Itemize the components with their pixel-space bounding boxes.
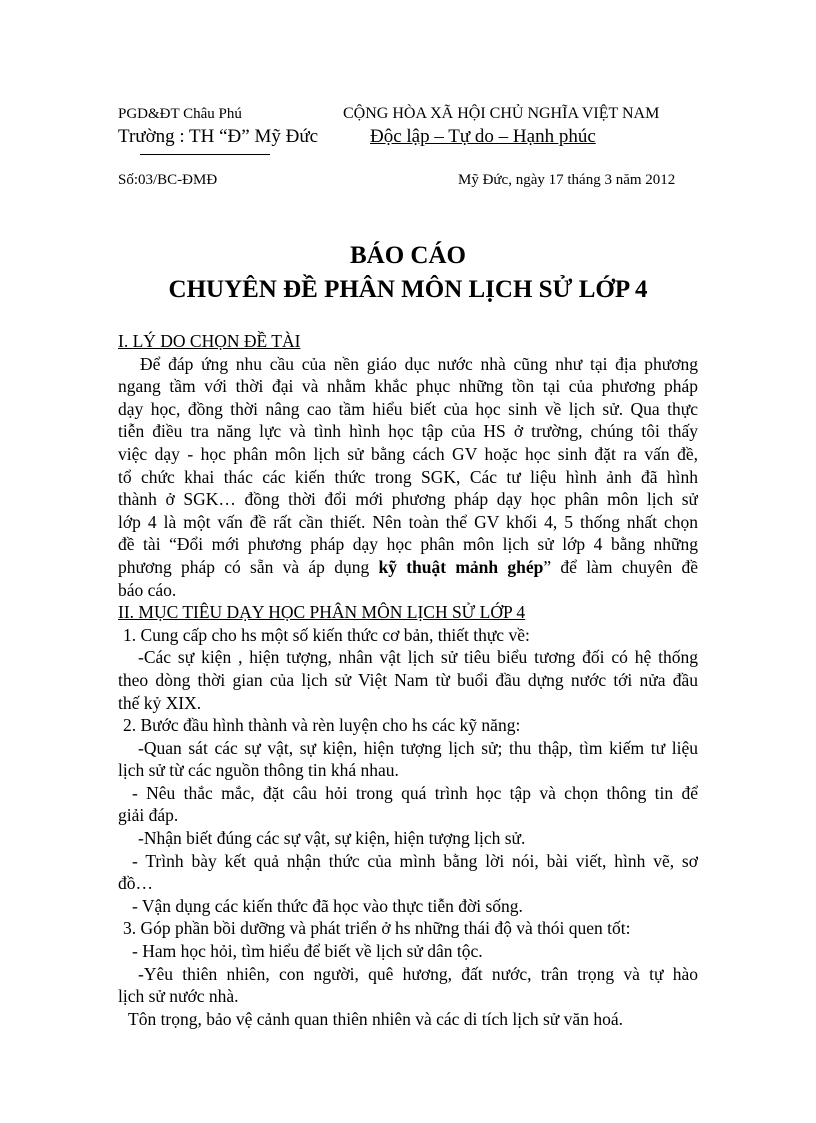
list-heading: 3. Góp phần bồi dưỡng và phát triển ở hs những thái độ và thói quen tốt: [123, 918, 631, 939]
list-item: - Trình bày kết quả nhận thức của mình bằng lời nói, bài viết, hình vẽ, sơ [132, 850, 698, 871]
paragraph-line: việc dạy - học phân môn lịch sử bằng cách GV hoặc học sinh đặt ra vấn đề, [118, 443, 698, 464]
list-item: -Các sự kiện , hiện tượng, nhân vật lịch sử tiêu biểu tương đối có hệ thống [138, 647, 698, 668]
report-subtitle: CHUYÊN ĐỀ PHÂN MÔN LỊCH SỬ LỚP 4 [168, 276, 648, 303]
list-heading: 1. Cung cấp cho hs một số kiến thức cơ bản, thiết thực về: [123, 624, 530, 645]
paragraph-line: dạy học, đồng thời nâng cao tầm hiểu biết của học sinh về lịch sử. Qua thực [118, 398, 698, 419]
paragraph-line-emphasis [118, 556, 698, 579]
list-item: theo dòng thời gian của lịch sử Việt Nam từ buổi đầu dựng nước tới nửa đầu [118, 669, 698, 690]
list-item: - Vận dụng các kiến thức đã học vào thực tiễn đời sống. [132, 895, 523, 916]
paragraph-line: thành ở SGK… đồng thời đổi mới phương pháp dạy học phân môn lịch sử [118, 489, 698, 510]
report-body [118, 330, 698, 1030]
paragraph-line: lớp 4 là một vấn đề rất cần thiết. Nên toàn thể GV khối 4, 5 thống nhất chọn [118, 511, 698, 532]
paragraph-line: tổ chức khai thác các kiến thức trong SGK, Các tư liệu hình ảnh đã hình [118, 466, 698, 487]
national-motto: Độc lập – Tự do – Hạnh phúc [370, 126, 596, 147]
list-item: - Ham học hỏi, tìm hiểu để biết về lịch sử dân tộc. [132, 941, 483, 962]
list-item: giải đáp. [118, 805, 179, 826]
department-name: PGD&ĐT Châu Phú [118, 106, 242, 122]
list-heading: 2. Bước đầu hình thành và rèn luyện cho hs các kỹ năng: [123, 715, 521, 736]
paragraph-line: đề tài “Đổi mới phương pháp dạy học phân môn lịch sử lớp 4 bằng những [118, 534, 698, 555]
report-title: BÁO CÁO [350, 242, 466, 269]
school-underline [140, 154, 270, 155]
text-run: ” để làm chuyên đề [543, 556, 698, 577]
list-item: lịch sử nước nhà. [118, 986, 239, 1007]
section-2-heading: II. MỤC TIÊU DẠY HỌC PHÂN MÔN LỊCH SỬ LỚP 4 [118, 602, 526, 623]
date-line: Mỹ Đức, ngày 17 tháng 3 năm 2012 [458, 172, 676, 188]
paragraph-line: Để đáp ứng nhu cầu của nền giáo dục nước nhà cũng như tại địa phương [140, 353, 698, 374]
bold-term: kỹ thuật mảnh ghép [378, 556, 544, 577]
paragraph-line: tiễn điều tra năng lực và tình hình học tập của HS ở trường, chúng tôi thấy [118, 421, 698, 442]
text-run: phương pháp có sẵn và áp dụng [118, 556, 379, 577]
list-item: thế kỷ XIX. [118, 692, 202, 713]
list-item: -Quan sát các sự vật, sự kiện, hiện tượng lịch sử; thu thập, tìm kiếm tư liệu [138, 737, 698, 758]
school-name: Trường : TH “Đ” Mỹ Đức [118, 126, 319, 147]
paragraph-line: báo cáo. [118, 579, 177, 600]
country-name: CỘNG HÒA XÃ HỘI CHỦ NGHĨA VIỆT NAM [343, 105, 660, 122]
list-item: -Nhận biết đúng các sự vật, sự kiện, hiện tượng lịch sử. [138, 828, 526, 849]
list-item: Tôn trọng, bảo vệ cảnh quan thiên nhiên và các di tích lịch sử văn hoá. [128, 1008, 623, 1029]
list-item: lịch sử từ các nguồn thông tin khá nhau. [118, 760, 399, 781]
list-item: - Nêu thắc mắc, đặt câu hỏi trong quá trình học tập và chọn thông tin để [132, 782, 698, 803]
list-item: đồ… [118, 873, 153, 894]
section-1-heading: I. LÝ DO CHỌN ĐỀ TÀI [118, 331, 301, 351]
document-number: Số:03/BC-ĐMĐ [118, 172, 218, 188]
paragraph-line: ngang tầm với thời đại và nhằm khắc phục những tồn tại của phương pháp [118, 376, 698, 397]
list-item: -Yêu thiên nhiên, con người, quê hương, đất nước, trân trọng và tự hào [138, 963, 698, 984]
